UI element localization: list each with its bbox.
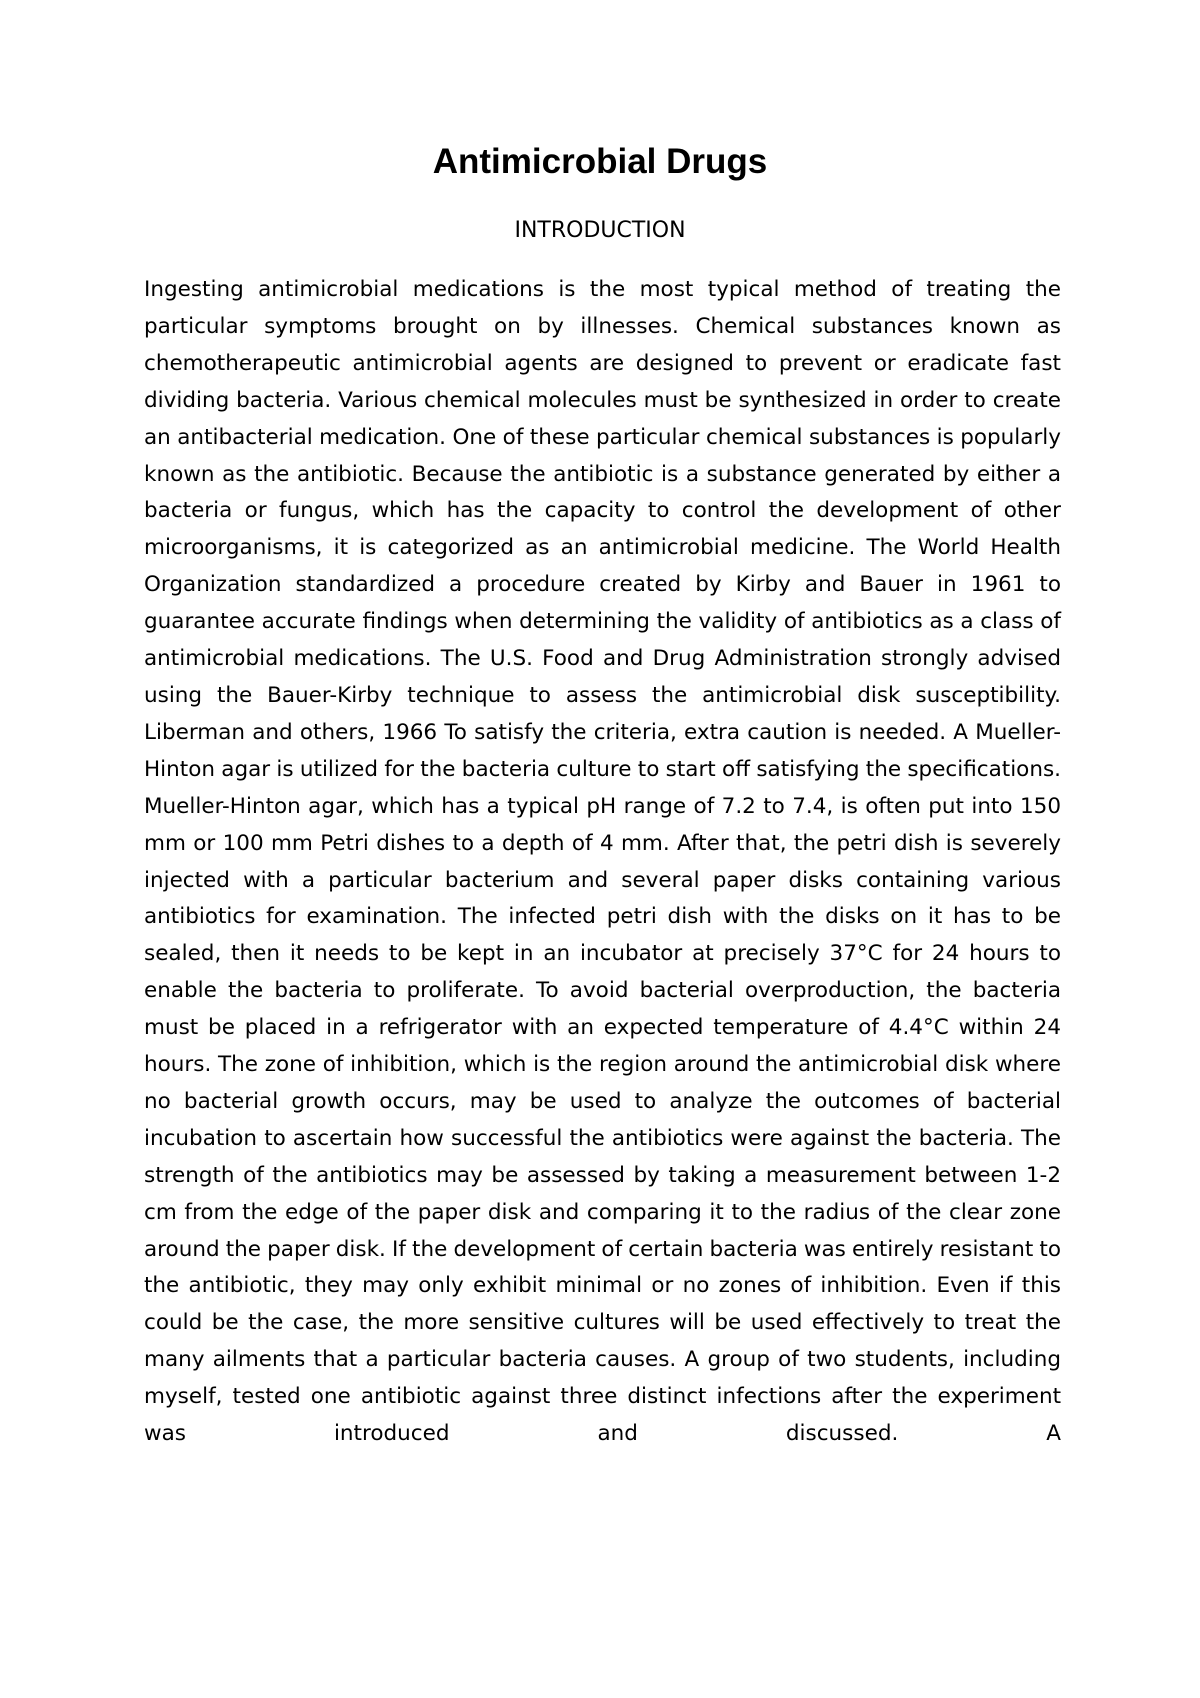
body-paragraph: Ingesting antimicrobial medications is the most typical method of treating the particular symptoms brought on by illnesses. Chemical substances known as chemotherapeutic antimicrobial agents are designed to prevent or eradicate fast dividing bacteria. Various chemical molecules must be synthesized in order to create an antibacterial medication. One of these particular chemical substances is popularly known as the antibiotic. Because the antibiotic is a substance generated by either a bacteria or fungus, which has the capacity to control the development of other microorganisms, it is categorized as an antimicrobial medicine. The World Health Organization standardized a procedure created by Kirby and Bauer in 1961 to guarantee accurate findings when determining the validity of antibiotics as a class of antimicrobial medications. The U.S. Food and Drug Administration strongly advised using the Bauer-Kirby technique to assess the antimicrobial disk susceptibility. Liberman and others, 1966 To satisfy the criteria, extra caution is needed. A Mueller-Hinton agar is utilized for the bacteria culture to start off satisfying the specifications. Mueller-Hinton agar, which has a typical pH range of 7.2 to 7.4, is often put into 150 mm or 100 mm Petri dishes to a depth of 4 mm. After that, the petri dish is severely injected with a particular bacterium and several paper disks containing various antibiotics for examination. The infected petri dish with the disks on it has to be sealed, then it needs to be kept in an incubator at precisely 37°C for 24 hours to enable the bacteria to proliferate. To avoid bacterial overproduction, the bacteria must be placed in a refrigerator with an expected temperature of 4.4°C within 24 hours. The zone of inhibition, which is the region around the antimicrobial disk where no bacterial growth occurs, may be used to analyze the outcomes of bacterial incubation to ascertain how successful the antibiotics were against the bacteria. The strength of the antibiotics may be assessed by taking a measurement between 1-2 cm from the edge of the paper disk and comparing it to the radius of the clear zone around the paper disk. If the development of certain bacteria was entirely resistant to the antibiotic, they may only exhibit minimal or no zones of inhibition. Even if this could be the case, the more sensitive cultures will be used effectively to treat the many ailments that a particular bacteria causes. A group of two students, including myself, tested one antibiotic against three distinct infections after the experiment was introduced and discussed. A	[144, 277, 1061, 1447]
document-title: Antimicrobial Drugs	[432, 142, 768, 181]
section-heading: INTRODUCTION	[514, 218, 686, 243]
